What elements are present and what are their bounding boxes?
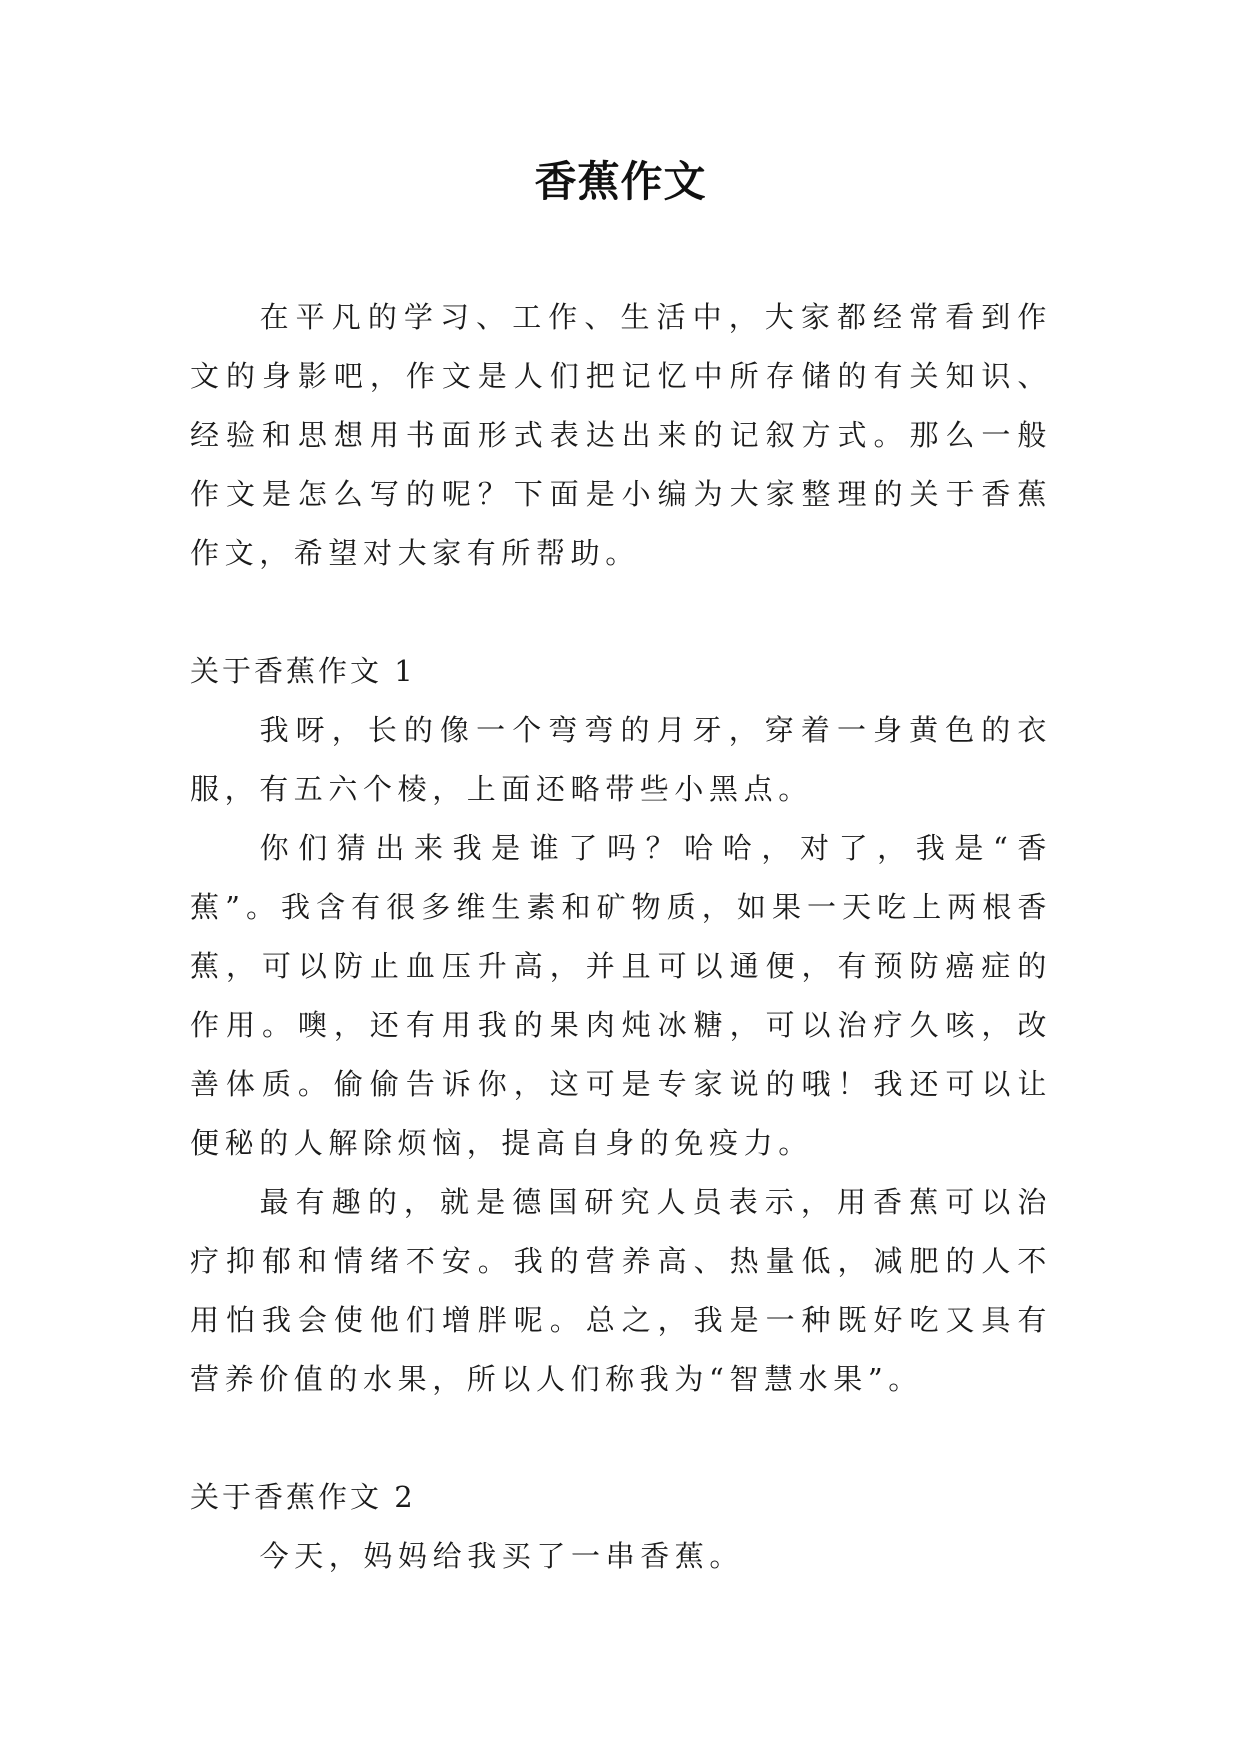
intro-paragraph: 在平凡的学习、工作、生活中，大家都经常看到作文的身影吧，作文是人们把记忆中所存储的有关知识、经验和思想用书面形式表达出来的记叙方式。那么一般作文是怎么写的呢？下面是小编为大家整理的关于香蕉作文，希望对大家有所帮助。 [190,300,1052,570]
section-1-paragraph-2: 你们猜出来我是谁了吗？哈哈，对了，我是“香蕉”。我含有很多维生素和矿物质，如果一天吃上两根香蕉，可以防止血压升高，并且可以通便，有预防癌症的作用。噢，还有用我的果肉炖冰糖，可以治疗久咳，改善体质。偷偷告诉你，这可是专家说的哦！我还可以让便秘的人解除烦恼，提高自身的免疫力。 [190,831,1052,1160]
section-2-paragraph-1: 今天，妈妈给我买了一串香蕉。 [259,1539,744,1573]
section-1-paragraph-3: 最有趣的，就是德国研究人员表示，用香蕉可以治疗抑郁和情绪不安。我的营养高、热量低，减肥的人不用怕我会使他们增胖呢。总之，我是一种既好吃又具有营养价值的水果，所以人们称我为“智慧水果”。 [190,1185,1052,1396]
document-title: 香蕉作文 [534,157,707,206]
section-heading-2: 关于香蕉作文 2 [190,1480,416,1514]
document-body [190,288,1052,1586]
section-1-paragraph-1: 我呀，长的像一个弯弯的月牙，穿着一身黄色的衣服，有五六个棱，上面还略带些小黑点。 [190,713,1052,806]
section-heading-1: 关于香蕉作文 1 [190,654,416,688]
